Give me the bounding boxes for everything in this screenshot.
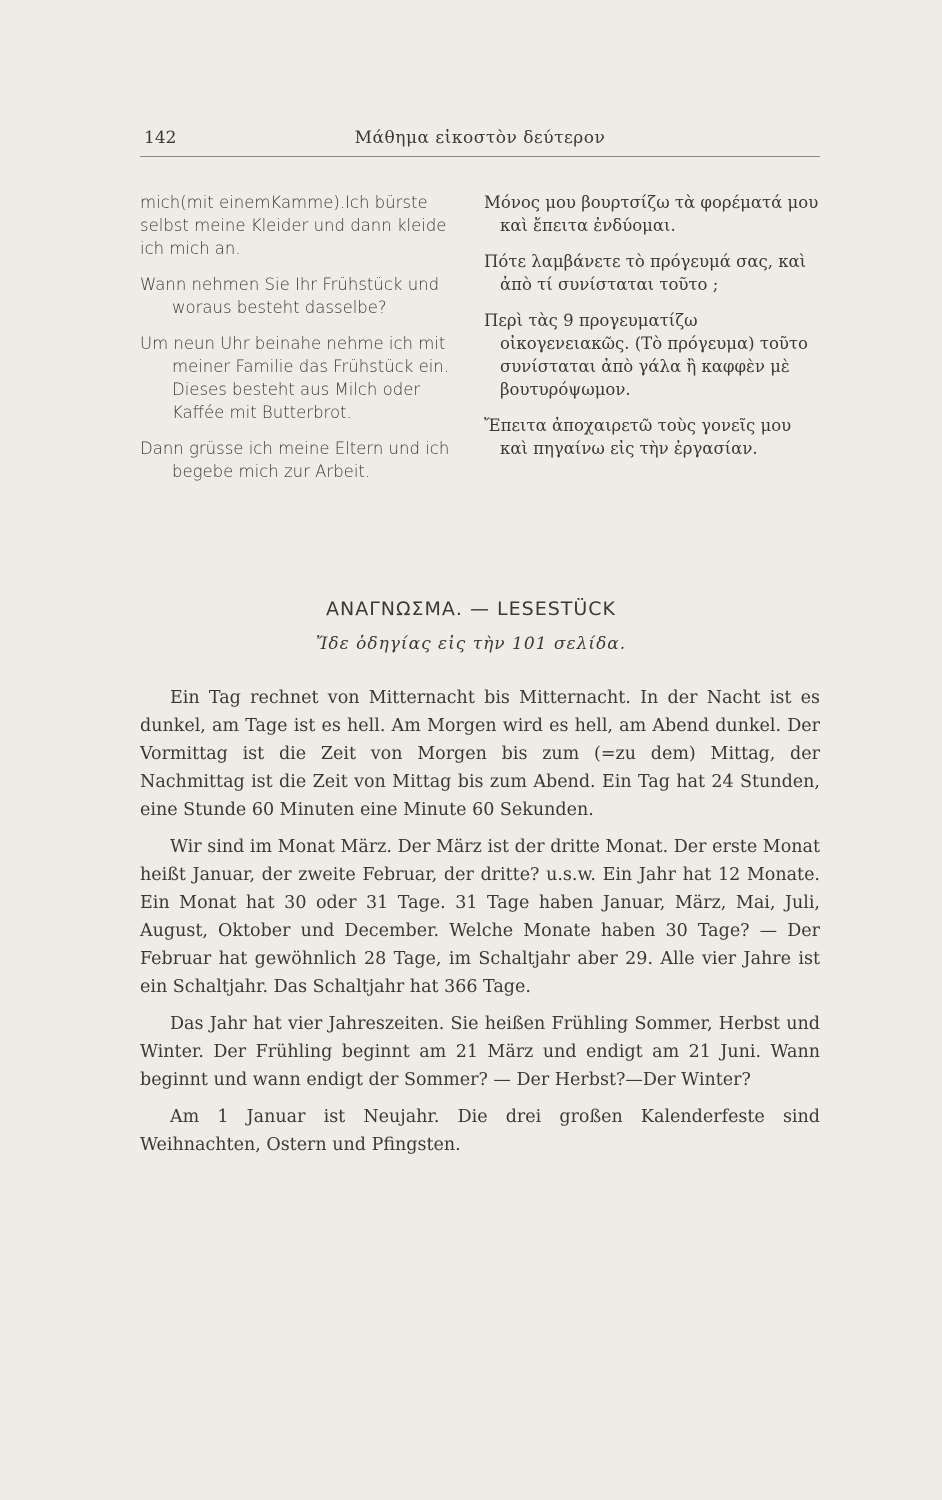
german-dialogue-line: mich(mit einemKamme).Ich bürste selbst meine Kleider und dann kleide ich mich an. [140, 193, 447, 258]
greek-dialogue-question: Πότε λαμβάνετε τὸ πρόγευμά σας, καὶ ἀπὸ τί συνίσταται τοῦτο ; [484, 252, 807, 294]
page-number: 142 [144, 128, 177, 148]
passage-paragraph: Am 1 Januar ist Neujahr. Die drei großen Kalenderfeste sind Weihnachten, Ostern und Pfingsten. [140, 1107, 820, 1155]
section-title: ΑΝΑΓΝΩΣΜΑ. — LESESTÜCK [326, 598, 616, 620]
passage-paragraph: Wir sind im Monat März. Der März ist der dritte Monat. Der erste Monat heißt Januar, der zweite Februar, der dritte? u.s.w. Ein Jahr hat 12 Monate. Ein Monat hat 30 oder 31 Tage. 31 Tage haben Januar, März, Mai, Juli, August, Oktober und December. Welche Monate haben 30 Tage? — Der Februar hat gewöhnlich 28 Tage, im Schaltjahr aber 29. Alle vier Jahre ist ein Schaltjahr. Das Schaltjahr hat 366 Tage. [140, 837, 820, 997]
passage-paragraph: Das Jahr hat vier Jahreszeiten. Sie heißen Frühling Sommer, Herbst und Winter. Der Frühling beginnt am 21 März und endigt am 21 Juni. Wann beginnt und wann endigt der Sommer? — Der Herbst?—Der Winter? [140, 1014, 820, 1090]
german-dialogue-answer: Um neun Uhr beinahe nehme ich mit meiner Familie das Frühstück ein. Dieses besteht aus Milch oder Kaffée mit Butterbrot. [140, 334, 450, 422]
section-reference: Ἴδε ὁδηγίας εἰς τὴν 101 σελίδα. [315, 634, 627, 654]
greek-dialogue-column [484, 191, 824, 473]
page-header [140, 124, 820, 157]
greek-dialogue-answer: Περὶ τὰς 9 προγευματίζω οἰκογενειακῶς. (Τὸ πρόγευμα) τοῦτο συνίσταται ἀπὸ γάλα ἢ καφφὲν μὲ βουτυρόψωμον. [484, 311, 808, 399]
reading-passage [140, 684, 820, 1168]
passage-paragraph: Ein Tag rechnet von Mitternacht bis Mitternacht. In der Nacht ist es dunkel, am Tage ist es hell. Am Morgen wird es hell, am Abend dunkel. Der Vormittag ist die Zeit von Morgen bis zum (=zu dem) Mittag, der Nachmittag ist die Zeit von Mittag bis zum Abend. Ein Tag hat 24 Stunden, eine Stunde 60 Minuten eine Minute 60 Sekunden. [140, 688, 820, 820]
greek-dialogue-line: Μόνος μου βουρτσίζω τὰ φορέματά μου καὶ ἔπειτα ἐνδύομαι. [484, 193, 819, 235]
german-dialogue-question: Wann nehmen Sie Ihr Frühstück und woraus besteht dasselbe? [140, 275, 440, 317]
running-title: Μάθημα εἰκοστὸν δεύτερον [354, 128, 606, 148]
german-dialogue-line: Dann grüsse ich meine Eltern und ich begebe mich zur Arbeit. [140, 439, 450, 481]
german-dialogue-column [140, 191, 470, 496]
greek-dialogue-line: Ἔπειτα ἀποχαιρετῶ τοὺς γονεῖς μου καὶ πηγαίνω εἰς τὴν ἐργασίαν. [484, 416, 792, 458]
